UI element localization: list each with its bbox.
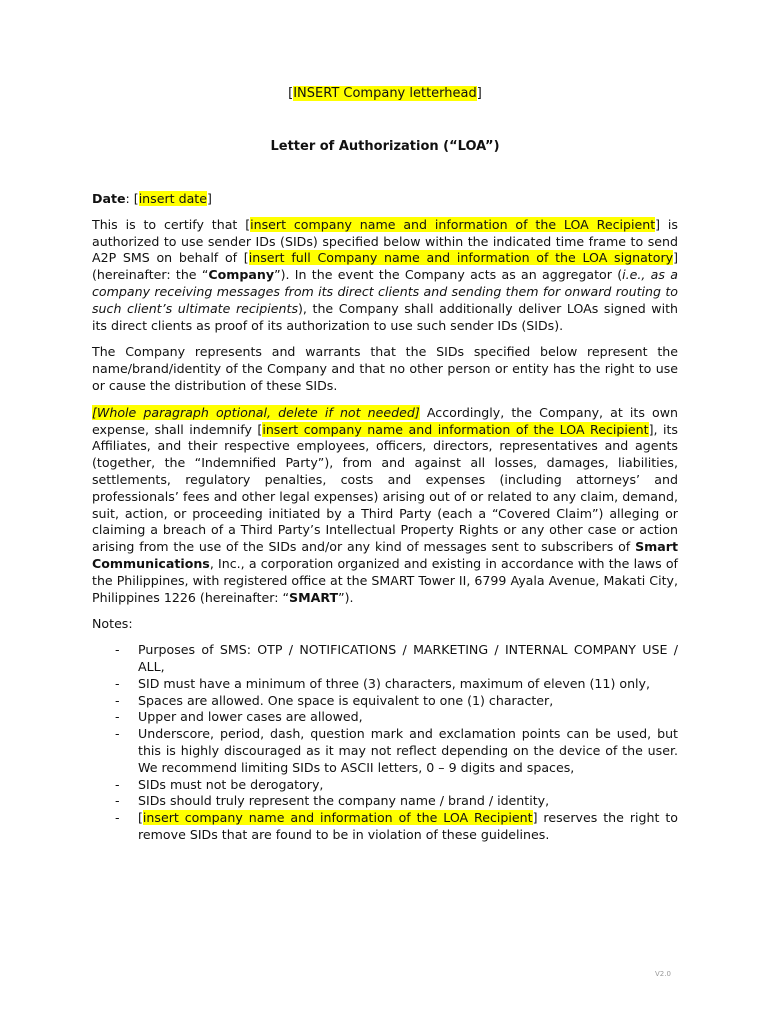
recipient-placeholder: insert company name and information of the LOA Recipient <box>262 421 649 437</box>
dash-bullet: - <box>115 692 120 708</box>
bracket: [ <box>288 86 294 101</box>
smart-communications-name: Smart Communications <box>92 539 678 571</box>
date-label: Date <box>92 191 126 206</box>
date-line: Date: [insert date] <box>92 191 212 206</box>
signatory-placeholder: insert full Company name and information of the LOA signatory <box>248 250 674 266</box>
dash-bullet: - <box>115 726 120 742</box>
authorization-paragraph: This is to certify that [insert company name and information of the LOA Recipient] is authorized to use sender IDs (SIDs) specified below within the indicated time frame to send A2P SMS on behalf of [insert full Company name and information of the LOA signatory] (hereinafter: the “Company”). In the event the Company acts as an aggregator (i.e., as a company receiving messages from its direct clients and sending them for onward routing to such client’s ultimate recipients), the Company shall additionally deliver LOAs signed with its direct clients as proof of its authorization to use such sender IDs (SIDs). <box>92 216 678 333</box>
letter-body <box>92 191 678 844</box>
dash-bullet: - <box>115 709 120 725</box>
list-item: - Purposes of SMS: OTP / NOTIFICATIONS / MARKETING / INTERNAL COMPANY USE / ALL, <box>115 642 678 674</box>
company-term: Company <box>208 267 275 283</box>
dash-bullet: - <box>115 776 120 792</box>
warranty-paragraph: The Company represents and warrants that the SIDs specified below represent the name/brand/identity of the Company and that no other person or entity has the right to use or cause the distribution of these SIDs. <box>92 344 678 393</box>
recipient-placeholder: insert company name and information of the LOA Recipient <box>250 216 656 232</box>
recipient-placeholder: insert company name and information of the LOA Recipient <box>142 810 533 826</box>
page-title: Letter of Authorization (“LOA”) <box>270 139 500 154</box>
version-label: V2.0 <box>655 970 671 978</box>
letterhead-highlight: INSERT Company letterhead <box>293 86 477 101</box>
dash-bullet: - <box>115 810 120 826</box>
optional-note: [Whole paragraph optional, delete if not needed] <box>92 404 420 420</box>
notes-heading: Notes: <box>92 616 133 632</box>
smart-term: SMART <box>289 589 339 605</box>
list-item: - Upper and lower cases are allowed, <box>115 709 363 725</box>
indemnity-paragraph: [Whole paragraph optional, delete if not needed] Accordingly, the Company, at its own expense, shall indemnify [insert company name and information of the LOA Recipient], its Affiliates, and their respective employees, officers, directors, representatives and agents (together, the “Indemnified Party”), from and against all losses, damages, liabilities, settlements, regulatory penalties, costs and expenses (including attorneys’ and professionals’ fees and other legal expenses) arising out of or related to any claim, demand, suit, action, or proceeding initiated by a Third Party (each a “Covered Claim”) alleging or claiming a breach of a Third Party’s Intellectual Property Rights or any other case or action arising from the use of the SIDs and/or any kind of messages sent to subscribers of Smart Communications, Inc., a corporation organized and existing in accordance with the laws of the Philippines, with registered office at the SMART Tower II, 6799 Ayala Avenue, Makati City, Philippines 1226 (hereinafter: “SMART”). <box>92 404 678 605</box>
dash-bullet: - <box>115 675 120 691</box>
list-item: - SIDs must not be derogatory, <box>115 776 324 792</box>
notes-list <box>92 642 678 844</box>
list-item: - SID must have a minimum of three (3) characters, maximum of eleven (11) only, <box>115 675 651 691</box>
letterhead-placeholder <box>0 85 770 102</box>
date-placeholder: insert date <box>138 191 207 206</box>
list-item: - [insert company name and information of the LOA Recipient] reserves the right to remove SIDs that are found to be in violation of these guidelines. <box>115 810 678 842</box>
bracket: ] <box>476 86 482 101</box>
list-item: - Spaces are allowed. One space is equivalent to one (1) character, <box>115 692 554 708</box>
aggregator-definition: i.e., as a company receiving messages from its direct clients and sending them for onward routing to such client’s ultimate recipients <box>92 267 678 316</box>
list-item: - Underscore, period, dash, question mark and exclamation points can be used, but this is highly discouraged as it may not reflect depending on the device of the user. We recommend limiting SIDs to ASCII letters, 0 – 9 digits and spaces, <box>115 726 678 775</box>
dash-bullet: - <box>115 642 120 658</box>
dash-bullet: - <box>115 793 120 809</box>
list-item: - SIDs should truly represent the company name / brand / identity, <box>115 793 550 809</box>
